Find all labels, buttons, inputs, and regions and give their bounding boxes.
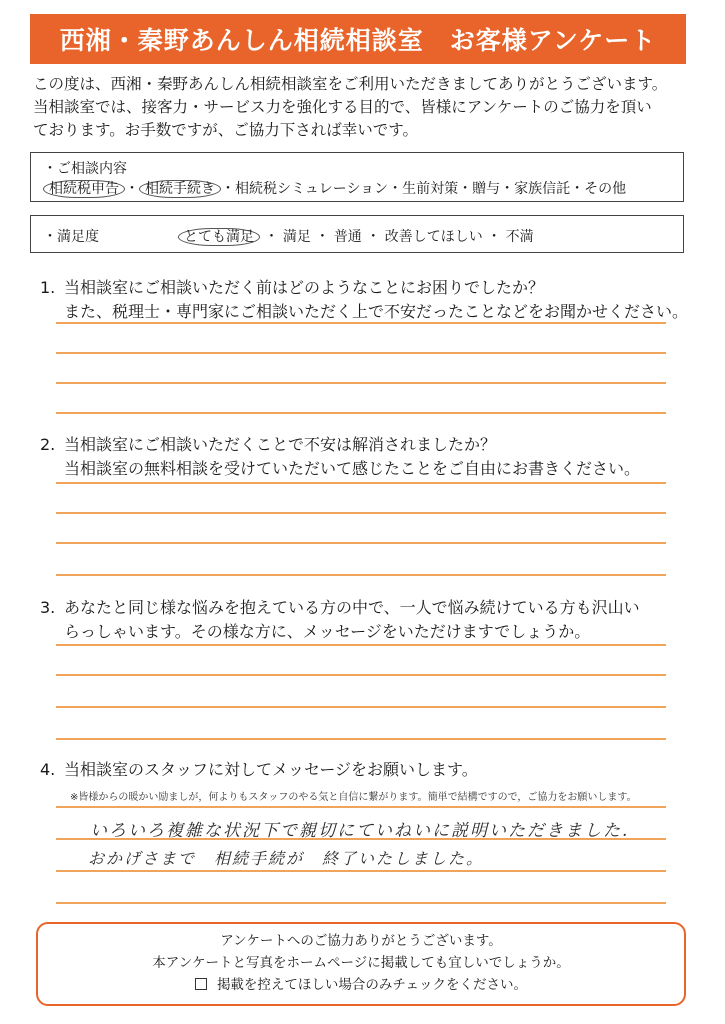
question-text: らっしゃいます。その様な方に、メッセージをいただけますでしょうか。 [64, 622, 591, 641]
question-4 [40, 758, 478, 782]
answer-line[interactable] [56, 482, 666, 484]
answer-line[interactable] [56, 674, 666, 676]
intro-text [33, 73, 693, 142]
consult-option[interactable]: 贈与 [472, 181, 501, 197]
intro-line: ております。お手数ですが、ご協力下されば幸いです。 [33, 121, 419, 139]
satisfaction-options: とても満足 ・ 満足 ・ 普通 ・ 改善してほしい ・ 不満 [178, 226, 534, 246]
consult-option[interactable]: 生前対策 [402, 181, 459, 197]
handwritten-answer-line: おかげさまで 相続手続が 終了いたしました。 [88, 849, 485, 868]
satisfaction-row [43, 226, 534, 246]
question-1 [40, 276, 688, 324]
answer-line[interactable] [56, 352, 666, 354]
question-number: 4. [40, 760, 56, 779]
question-text: また、税理士・専門家にご相談いただく上で不安だったことなどをお聞かせください。 [64, 302, 689, 321]
answer-line[interactable] [56, 574, 666, 576]
footer-thanks: アンケートへのご協力ありがとうございます。 [220, 933, 502, 949]
answer-line[interactable] [56, 542, 666, 544]
answer-line[interactable] [56, 870, 666, 872]
satisfaction-box [30, 215, 684, 253]
survey-title-banner [30, 14, 686, 64]
answer-line[interactable] [56, 382, 666, 384]
question-number: 3. [40, 598, 56, 617]
answer-line[interactable] [56, 412, 666, 414]
answer-line[interactable] [56, 644, 666, 646]
consent-label: 掲載を控えてほしい場合のみチェックをください。 [216, 977, 528, 993]
consult-option[interactable]: 相続税シミュレーション [235, 181, 389, 197]
handwritten-answer-line: いろいろ複雑な状況下で親切にていねいに説明いただきました. [90, 821, 630, 841]
satisfaction-option[interactable]: 改善してほしい [384, 229, 483, 245]
consent-checkbox[interactable] [195, 978, 207, 990]
consult-option[interactable]: 家族信託 [514, 181, 571, 197]
footer-consent-box [36, 922, 686, 1006]
survey-title: 西湘・秦野あんしん相続相談室 お客様アンケート [59, 26, 657, 55]
answer-line[interactable] [56, 322, 666, 324]
question-text: 当相談室にご相談いただくことで不安は解消されましたか？ [64, 435, 497, 454]
footer-consent-row [38, 974, 684, 996]
question-text: 当相談室のスタッフに対してメッセージをお願いします。 [64, 760, 478, 779]
intro-line: 当相談室では、接客力・サービス力を強化する目的で、皆様にアンケートのご協力を頂い [33, 98, 652, 116]
question-2 [40, 433, 640, 481]
question-3 [40, 596, 640, 644]
question-text: あなたと同じ様な悩みを抱えている方の中で、一人で悩み続けている方も沢山い [64, 598, 640, 617]
answer-line[interactable] [56, 902, 666, 904]
satisfaction-option[interactable]: 普通 [333, 229, 362, 245]
answer-line[interactable] [56, 706, 666, 708]
question-text: 当相談室にご相談いただく前はどのようなことにお困りでしたか？ [64, 278, 545, 297]
consult-option-selected[interactable]: 相続税申告 [43, 180, 125, 198]
intro-line: この度は、西湘・秦野あんしん相続相談室をご利用いただきましてありがとうございます。 [33, 75, 668, 93]
satisfaction-option[interactable]: 不満 [505, 229, 534, 245]
satisfaction-option[interactable]: 満足 [282, 229, 311, 245]
answer-line[interactable] [56, 738, 666, 740]
question-number: 1. [40, 278, 56, 297]
footer-question: 本アンケートと写真をホームページに掲載しても宜しいでしょうか。 [152, 955, 570, 971]
answer-line[interactable] [56, 806, 666, 808]
question-text: 当相談室の無料相談を受けていただいて感じたことをご自由にお書きください。 [64, 459, 641, 478]
satisfaction-label: ・満足度 [43, 229, 99, 245]
consult-type-label: ・ご相談内容 [43, 161, 127, 177]
consult-option[interactable]: その他 [584, 181, 627, 197]
consult-type-box [30, 152, 684, 202]
answer-line[interactable] [56, 512, 666, 514]
question-number: 2. [40, 435, 56, 454]
question-4-note: ※皆様からの暖かい励ましが，何よりもスタッフのやる気と自信に繋がります。簡単で結構ですので，ご協力をお願いします。 [70, 792, 637, 803]
consult-option-selected[interactable]: 相続手続き [139, 180, 221, 198]
satisfaction-option-selected[interactable]: とても満足 [178, 228, 260, 246]
consult-type-options: 相続税申告 ・ 相続手続き ・相続税シミュレーション・生前対策・贈与・家族信託・その他 [43, 178, 626, 198]
